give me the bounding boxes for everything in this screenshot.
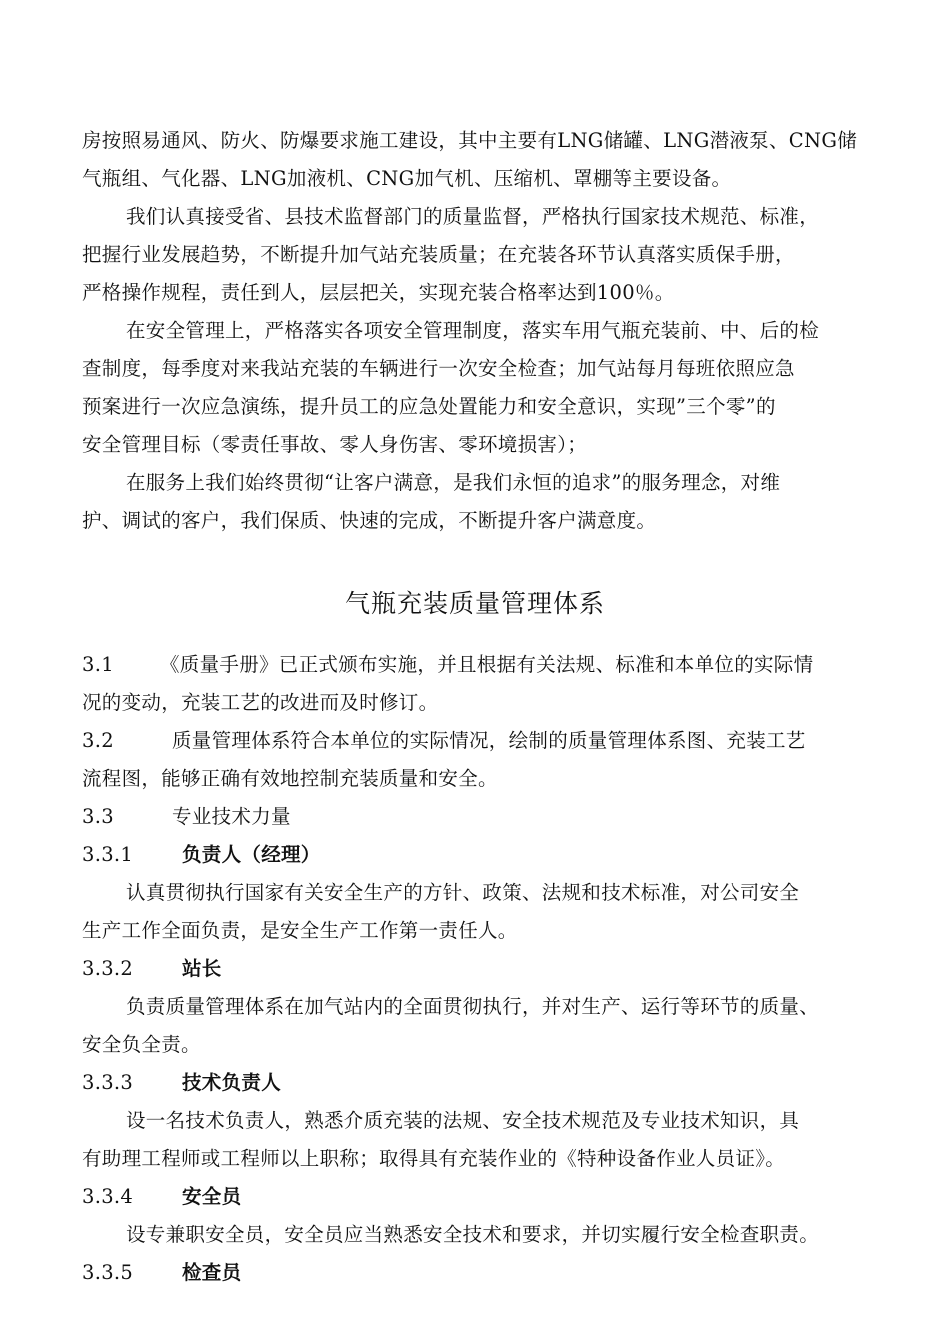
paragraph-line: 认真贯彻执行国家有关安全生产的方针、政策、法规和技术标准，对公司安全	[126, 881, 800, 904]
paragraph-line: 严格操作规程，责任到人，层层把关，实现充装合格率达到100％。	[82, 281, 675, 304]
clause-3-3-5	[82, 1254, 882, 1292]
paragraph-line: 把握行业发展趋势，不断提升加气站充装质量；在充装各环节认真落实质保手册，	[82, 243, 795, 266]
paragraph-line: 流程图，能够正确有效地控制充装质量和安全。	[82, 767, 498, 790]
section-heading: 气瓶充装质量管理体系	[344, 589, 605, 618]
paragraph-line: 安全管理目标（零责任事故、零人身伤害、零环境损害）；	[82, 433, 588, 456]
paragraph-line: 护、调试的客户，我们保质、快速的完成，不断提升客户满意度。	[82, 509, 657, 532]
clause-3-3	[82, 798, 882, 836]
paragraph-line: 预案进行一次应急演练，提升员工的应急处置能力和安全意识，实现”三个零”的	[82, 395, 776, 418]
clause-number: 3.3.5	[82, 1261, 134, 1284]
paragraph-line: 房按照易通风、防火、防爆要求施工建设，其中主要有LNG储罐、LNG潜液泵、CNG储	[82, 129, 858, 152]
paragraph-line: 生产工作全面负责，是安全生产工作第一责任人。	[82, 919, 518, 942]
paragraph-line: 设专兼职安全员，安全员应当熟悉安全技术和要求，并切实履行安全检查职责。	[126, 1223, 820, 1246]
clause-text: 质量管理体系符合本单位的实际情况，绘制的质量管理体系图、充装工艺	[172, 729, 806, 752]
paragraph-line: 在安全管理上，严格落实各项安全管理制度，落实车用气瓶充装前、中、后的检	[126, 319, 820, 342]
paragraph-line: 查制度，每季度对来我站充装的车辆进行一次安全检查；加气站每月每班依照应急	[82, 357, 795, 380]
clause-number: 3.3.1	[82, 843, 134, 866]
clause-title: 安全员	[182, 1185, 242, 1208]
paragraph-line: 在服务上我们始终贯彻“让客户满意，是我们永恒的追求”的服务理念，对维	[126, 471, 781, 494]
clause-3-2	[82, 722, 882, 760]
clause-3-3-4	[82, 1178, 882, 1216]
clause-3-1	[82, 646, 882, 684]
clause-3-3-3	[82, 1064, 882, 1102]
clause-3-3-2	[82, 950, 882, 988]
paragraph-line: 设一名技术负责人，熟悉介质充装的法规、安全技术规范及专业技术知识，具	[126, 1109, 800, 1132]
clause-title: 检查员	[182, 1261, 242, 1284]
paragraph-line: 有助理工程师或工程师以上职称；取得具有充装作业的《特种设备作业人员证》。	[82, 1147, 786, 1170]
paragraph-line: 负责质量管理体系在加气站内的全面贯彻执行，并对生产、运行等环节的质量、	[126, 995, 820, 1018]
paragraph-line: 我们认真接受省、县技术监督部门的质量监督，严格执行国家技术规范、标准，	[126, 205, 820, 228]
paragraph-line: 况的变动，充装工艺的改进而及时修订。	[82, 691, 439, 714]
clause-title: 负责人（经理）	[182, 843, 321, 866]
clause-3-3-1	[82, 836, 882, 874]
clause-number: 3.3.4	[82, 1185, 134, 1208]
paragraph-line: 安全负全责。	[82, 1033, 201, 1056]
paragraph-line: 气瓶组、气化器、LNG加液机、CNG加气机、压缩机、罩棚等主要设备。	[82, 167, 732, 190]
clause-number: 3.3.3	[82, 1071, 134, 1094]
clause-number: 3.1	[82, 653, 114, 676]
clause-text: 《质量手册》已正式颁布实施，并且根据有关法规、标准和本单位的实际情	[160, 653, 814, 676]
clause-title: 技术负责人	[182, 1071, 282, 1094]
clause-number: 3.2	[82, 729, 114, 752]
clause-title: 站长	[182, 957, 222, 980]
clause-title: 专业技术力量	[172, 805, 291, 828]
clause-number: 3.3.2	[82, 957, 134, 980]
clause-number: 3.3	[82, 805, 114, 828]
